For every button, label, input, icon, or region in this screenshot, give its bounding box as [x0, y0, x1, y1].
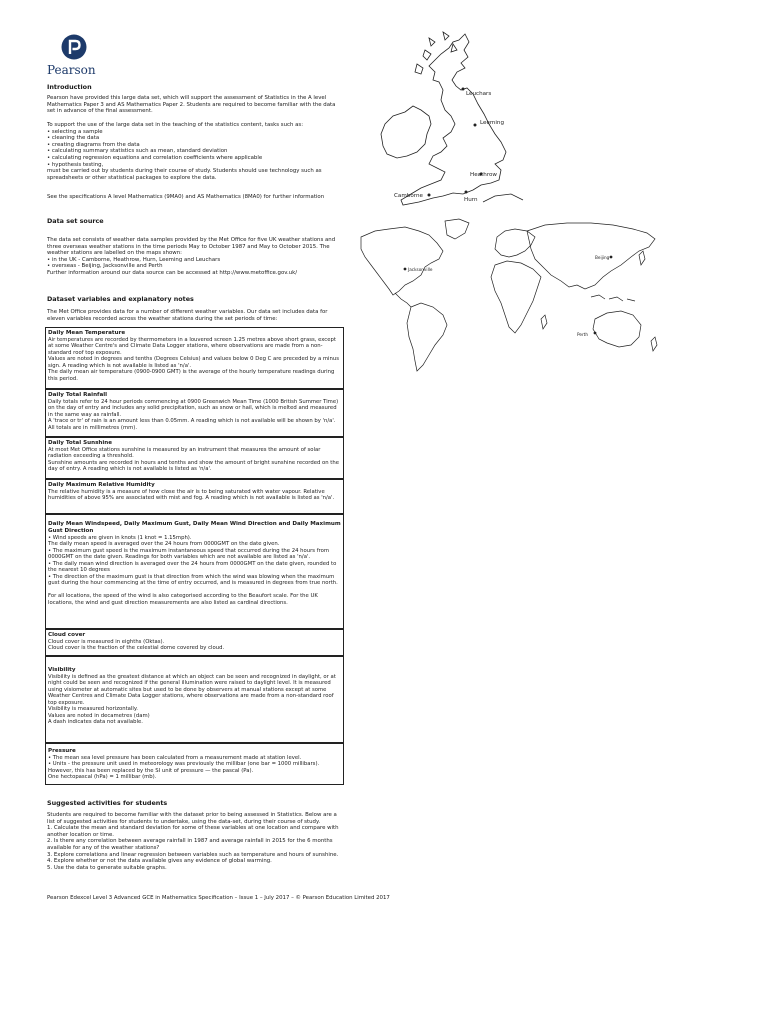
indonesia-outline — [591, 295, 635, 301]
uk-map — [355, 30, 535, 210]
variable-box-humidity — [45, 479, 344, 514]
station-marker — [474, 124, 477, 127]
uk-station-markers — [428, 88, 483, 197]
variable-box-cloud-cover — [45, 629, 344, 656]
greenland-outline — [445, 219, 469, 239]
variable-title: Daily Total Rainfall — [48, 392, 108, 398]
south-america-outline — [407, 303, 447, 371]
variable-description: • Wind speeds are given in knots (1 knot = 1.15mph). The daily mean speed is averaged over the 24 hours from 0000GMT on the date given. • The maximum gust speed is the maximum instantaneous speed that occurred during the 24 hours from 0000GMT on the date given. Readings for both variables which are not available are listed as 'n/a'. • The daily mean wind direction is averaged over the 24 hours from 0000GMT on the date given, rounded to the nearest 10 degrees • The direction of the maximum gust is that direction from which the wind was blowing when the maximum gust during the hour commencing at the time of entry occurred, and is measured in degrees from true north. For all locations, the speed of the wind is also categorised according to the Beaufort scale. For the UK locations, the wind and gust direction measurements are also listed as cardinal directions. — [48, 534, 338, 606]
north-america-outline — [361, 227, 443, 295]
uk-station-label: Leuchars — [466, 91, 492, 97]
uk-station-label: Hurn — [464, 197, 478, 203]
variable-box-pressure — [45, 743, 344, 785]
europe-outline — [495, 229, 535, 257]
variable-title: Daily Total Sunshine — [48, 440, 113, 446]
variable-title: Cloud cover — [48, 632, 86, 638]
activities-paragraph: Students are required to become familiar with the dataset prior to being assessed in Statistics. Below are a list of suggested activities for students to undertake, using the data-set, during their course of study. 1. Calculate the mean and standard deviation for some of these variables at one location and compare with another location or time. 2. Is there any correlation between average rainfall in 1987 and average rainfall in 2015 for the 6 months available for any of the weather stations? 3. Explore correlations and linear regression between variables such as temperature and hours of sunshine. 4. Explore whether or not the data available gives any evidence of global warming. 5. Use the data to generate suitable graphs. — [47, 812, 339, 871]
world-station-label: Jacksonville — [408, 267, 433, 272]
variable-box-rainfall — [45, 389, 344, 437]
variable-title: Pressure — [48, 748, 76, 754]
world-station-label: Perth — [577, 332, 588, 337]
intro-paragraph-3: See the specifications A level Mathematics (9MA0) and AS Mathematics (8MA0) for further information — [47, 194, 325, 200]
france-coast-outline — [483, 194, 523, 202]
madagascar-outline — [541, 315, 547, 329]
variable-description: Air temperatures are recorded by thermometers in a louvered screen 1.25 metres above short grass, except at some Weather Centre's and Climate Data Logger stations, where observations are made from a non-standard roof top exposure. Values are noted in degrees and tenths (Degrees Celsius) and values below 0 Deg C are preceded by a minus sign. A reading which is not available is listed as 'n/a'. The daily mean air temperature (0900-0900 GMT) is the average of the hourly temperature readings during this period. — [48, 336, 339, 382]
activities-heading: Suggested activities for students — [47, 799, 168, 807]
uk-station-label: Leeming — [480, 120, 505, 126]
central-america-outline — [395, 293, 411, 307]
variable-title: Visibility — [48, 667, 76, 673]
station-marker — [404, 268, 407, 271]
variable-title: Daily Maximum Relative Humidity — [48, 482, 155, 488]
variable-box-visibility — [45, 656, 344, 743]
world-station-label: Beijing — [595, 255, 610, 260]
variable-description: Visibility is defined as the greatest distance at which an object can be seen and recognized in daylight, or at night could be seen and recognized if the general illumination were raised to daylight level. It is measured using visiometer at automatic sites but used to be done by observers at manual stations except at some Weather Centres and Climate Data Logger stations, where observations are made from a non-standard roof top exposure. Visibility is measured horizontally. Values are noted in decametres (dam) A dash indicates data not available. — [48, 673, 336, 726]
uk-station-label: Heathrow — [470, 172, 497, 178]
ireland-outline — [381, 106, 431, 158]
variable-description: The relative humidity is a measure of how close the air is to being saturated with water vapour. Relative humidities of above 95% are associated with mist and fog. A reading which is not available is listed as 'n/a'. — [48, 488, 335, 502]
intro-heading: Introduction — [47, 83, 92, 91]
asia-outline — [527, 223, 655, 289]
source-paragraph: The data set consists of weather data samples provided by the Met Office for five UK weather stations and three overseas weather stations in the time periods May to October 1987 and May to October 2015. The weather stations are labelled on the maps shown: • in the UK - Camborne, Heathrow, Hurn, Leeming and Leuchars • overseas - Beijing, Jacksonville and Perth Further information around our data source can be accessed at http://www.metoffice.gov.uk/ — [47, 237, 336, 276]
station-marker — [465, 191, 468, 194]
source-heading: Data set source — [47, 217, 104, 225]
station-marker — [594, 332, 597, 335]
station-marker — [462, 88, 465, 91]
variables-heading: Dataset variables and explanatory notes — [47, 295, 194, 303]
new-zealand-outline — [651, 337, 657, 351]
japan-outline — [639, 251, 645, 265]
variable-title: Daily Mean Windspeed, Daily Maximum Gust, Daily Mean Wind Direction and Daily Maximum Gust Direction — [48, 521, 341, 534]
variables-intro: The Met Office provides data for a number of different weather variables. Our data set includes data for eleven variables recorded across the weather stations during the set periods of time: — [47, 309, 328, 322]
variable-description: Daily totals refer to 24 hour periods commencing at 0900 Greenwich Mean Time (1000 British Summer Time) on the day of entry and includes any solid precipitation, such as snow or hail, which is melted and measured in the same way as rainfall. A 'trace or tr' of rain is an amount less than 0.05mm. A reading which is not available will be shown by 'n/a'. All totals are in millimetres (mm). — [48, 398, 339, 431]
station-marker — [428, 194, 431, 197]
page-footer: Pearson Edexcel Level 3 Advanced GCE in Mathematics Specification – Issue 1 – July 2017 – © Pearson Education Limited 2017 — [47, 895, 390, 901]
variable-box-wind — [45, 514, 344, 629]
pearson-logo — [47, 34, 107, 78]
pearson-logo-text: Pearson — [47, 63, 96, 77]
africa-outline — [491, 261, 541, 333]
world-station-markers — [404, 256, 613, 335]
variable-description: Cloud cover is measured in eighths (Oktas). Cloud cover is the fraction of the celestial dome covered by cloud. — [48, 638, 225, 652]
station-marker — [610, 256, 613, 259]
variable-box-sunshine — [45, 437, 344, 479]
variable-description: At most Met Office stations sunshine is measured by an instrument that measures the amount of solar radiation exceeding a threshold. Sunshine amounts are recorded in hours and tenths and show the amount of bright sunshine recorded on the day of entry. A reading which is not available is listed as 'n/a'. — [48, 446, 339, 473]
pearson-logo-icon — [61, 34, 87, 60]
intro-paragraph-1: Pearson have provided this large data set, which will support the assessment of Statistics in the A level Mathematics Paper 3 and AS Mathematics Paper 2. Students are required to become familiar with the data set in advance of the final assessment. — [47, 95, 336, 115]
australia-outline — [593, 311, 641, 347]
uk-station-label: Camborne — [394, 193, 423, 199]
variable-box-temperature — [45, 327, 344, 389]
intro-paragraph-2: To support the use of the large data set in the teaching of the statistics content, tasks such as: • selecting a sample • cleaning the data • creating diagrams from the data • calculating summary statistics such as mean, standard deviation • calculating regression equations and correlation coefficients where applicable • hypothesis testing, must be carried out by students during their course of study. Students should use technology such as spreadsheets or other statistical packages to explore the data. — [47, 122, 322, 181]
world-map — [355, 215, 663, 375]
islands-outline — [415, 32, 457, 74]
variable-title: Daily Mean Temperature — [48, 330, 126, 336]
variable-description: • The mean sea level pressure has been calculated from a measurement made at station level. • Units - the pressure unit used in meteorology was previously the millibar (one bar = 1000 millibars). However, this has been replaced by the SI unit of pressure — the pascal (Pa). One hectopascal (hPa) = 1 millibar (mb). — [48, 754, 320, 781]
